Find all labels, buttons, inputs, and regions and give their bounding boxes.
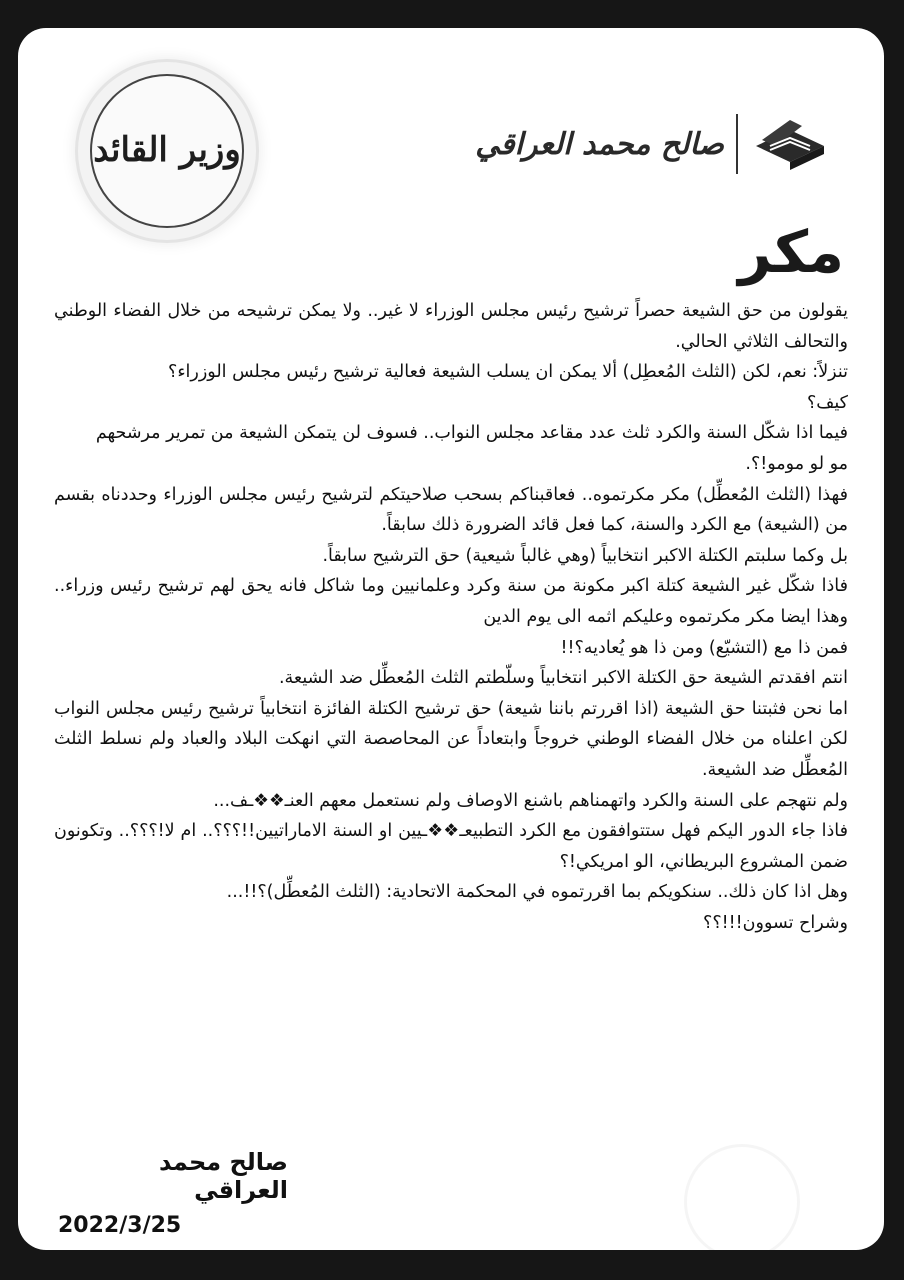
paragraph: فهذا (الثلث المُعطِّل) مكر مكرتموه.. فعاقبناكم بسحب صلاحيتكم لترشيح رئيس مجلس الوزراء وحددناه بقسم من (الشيعة) مع الكرد والسنة، كما فعل قائد الضرورة ذلك سابقاً. [54, 484, 848, 536]
document-page [18, 28, 884, 1250]
seal-text: وزير القائد [93, 130, 241, 171]
paragraph: ولم نتهجم على السنة والكرد واتهمناهم باشنع الاوصاف ولم نستعمل معهم العنـ❖❖ـف... [213, 790, 848, 811]
signature: صالح محمد العراقي [159, 1148, 288, 1204]
paragraph: بل وكما سلبتم الكتلة الاكبر انتخابياً (وهي غالباً شيعية) حق الترشيح سابقاً. [322, 545, 848, 566]
article-title: مكر [738, 218, 844, 286]
paragraph: انتم افقدتم الشيعة حق الكتلة الاكبر انتخابياً وسلّطتم الثلث المُعطِّل ضد الشيعة. [278, 668, 848, 689]
article-body [54, 296, 848, 938]
paragraph: وهل اذا كان ذلك.. سنكويكم بما اقررتموه في المحكمة الاتحادية: (الثلث المُعطِّل)؟!!... [226, 882, 848, 903]
paragraph: اما نحن فثبتنا حق الشيعة (اذا اقررتم باننا شيعة) حق ترشيح الكتلة الفائزة انتخابياً ترشيح رئيس مجلس النواب لكن اعلناه من خلال الفضاء الوطني خروجاً وابتعاداً عن المحاصصة التي انهكت البلاد والعباد ولم نسلط الثلث المُعطِّل ضد الشيعة. [54, 698, 848, 780]
seal-ring [90, 74, 244, 228]
paragraph: وشراح تسوون!!!؟؟ [703, 912, 848, 933]
paragraph: فاذا شكّل غير الشيعة كتلة اكبر مكونة من سنة وكرد وعلمانيين وما شاكل فانه يحق لهم ترشيح رئيس وزراء.. وهذا ايضا مكر مكرتموه وعليكم اثمه الى يوم الدين [54, 576, 848, 627]
paragraph: فاذا جاء الدور اليكم فهل ستتوافقون مع الكرد التطبيعـ❖❖ـيين او السنة الاماراتيين!!؟؟؟.. ام لا!؟؟؟.. وتكونون ضمن المشروع البريطاني، الو امريكي!؟ [54, 821, 848, 872]
book-icon [750, 116, 830, 172]
paragraph: يقولون من حق الشيعة حصراً ترشيح رئيس مجلس الوزراء لا غير.. ولا يمكن ترشيحه من خلال الفضاء الوطني والتحالف الثلاثي الحالي. [54, 301, 848, 352]
watermark-circle [684, 1144, 800, 1250]
paragraph: مو لو مومو!؟. [745, 453, 848, 474]
paragraph: فمن ذا مع (التشيّع) ومن ذا هو يُعاديه؟!! [560, 637, 848, 658]
logo-name: صالح محمد العراقي [475, 126, 724, 162]
paragraph: تنزلاً: نعم، لكن (الثلث المُعطِل) ألا يمكن ان يسلب الشيعة فعالية ترشيح رئيس مجلس الوزراء؟ [168, 362, 848, 383]
paragraph: كيف؟ [806, 392, 848, 413]
seal-logo [78, 62, 256, 240]
paragraph: فيما اذا شكّل السنة والكرد ثلث عدد مقاعد مجلس النواب.. فسوف لن يتمكن الشيعة من تمرير مرشحهم [95, 423, 848, 444]
logo-divider [736, 114, 738, 174]
date: 2022/3/25 [58, 1213, 182, 1238]
author-logo [475, 108, 830, 180]
